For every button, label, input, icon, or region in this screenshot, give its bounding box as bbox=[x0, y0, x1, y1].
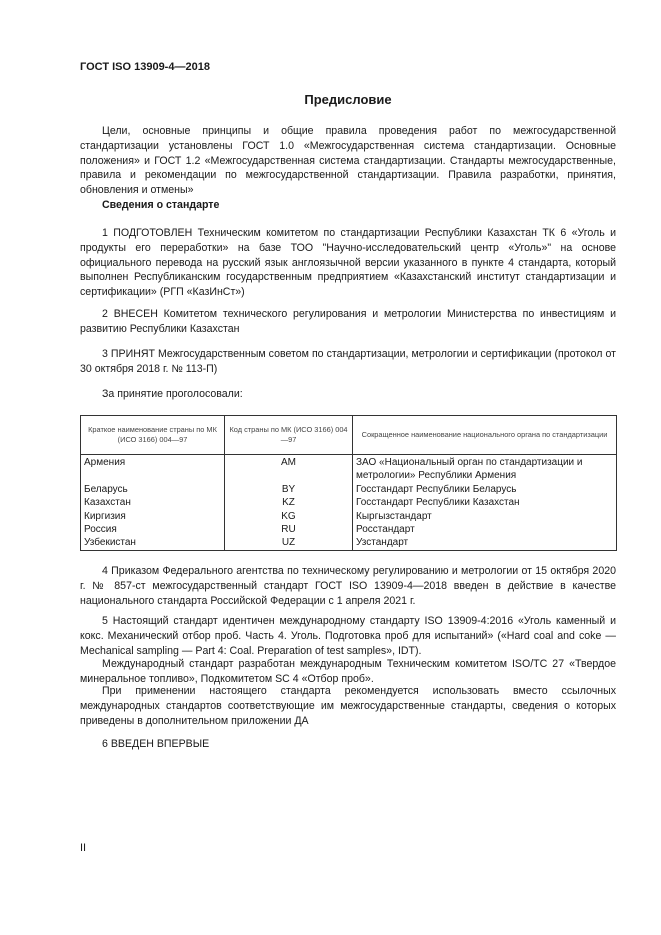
body-cell: Кыргызстандарт bbox=[353, 510, 617, 523]
intro-paragraph: Цели, основные принципы и общие правила проведения работ по межгосударственной стандартизации установлены ГОСТ 1.0 «Межгосударственная система стандартизации. Основные положения» и ГОСТ 1.2 «Межгосударственная система стандартизации. Стандарты межгосударственные, правила и рекомендации по межгосударственной стандартизации. Правила разработки, принятия, обновления и отмены» bbox=[80, 125, 616, 197]
column-header-code: Код страны по МК (ИСО 3166) 004—97 bbox=[225, 416, 353, 455]
body-cell: Госстандарт Республики Беларусь bbox=[353, 483, 617, 496]
body-cell: Росстандарт bbox=[353, 523, 617, 536]
item-6-paragraph: 6 ВВЕДЕН ВПЕРВЫЕ bbox=[102, 738, 210, 750]
item-1-paragraph: 1 ПОДГОТОВЛЕН Техническим комитетом по стандартизации Республики Казахстан ТК 6 «Уголь и продукты его переработки» на базе ТОО "Научно-исследовательский центр «Уголь»" на основе официального перевода на русский язык англоязычной версии указанного в пункте 4 стандарта, который выполнен Республиканским государственным предприятием «Казахстанский институт стандартизации и сертификации» (РГП «КазИнСт») bbox=[80, 227, 616, 299]
column-header-body: Сокращенное наименование национального органа по стандартизации bbox=[353, 416, 617, 455]
page-title: Предисловие bbox=[304, 92, 392, 107]
voting-states-table bbox=[80, 415, 617, 551]
body-cell: ЗАО «Национальный орган по стандартизации и метрологии» Республики Армения bbox=[353, 455, 617, 483]
code-cell: KG bbox=[225, 510, 353, 523]
document-id-header: ГОСТ ISO 13909-4—2018 bbox=[80, 61, 210, 73]
item-4-paragraph: 4 Приказом Федерального агентства по техническому регулированию и метрологии от 15 октября 2020 г. № 857-ст межгосударственный стандарт ГОСТ ISO 13909-4—2018 введен в действие в качестве национального стандарта Российской Федерации с 1 апреля 2021 г. bbox=[80, 565, 616, 607]
item-5-application-paragraph: При применении настоящего стандарта рекомендуется использовать вместо ссылочных международных стандартов соответствующие им межгосударственные стандарты, сведения о которых приведены в дополнительном приложении ДА bbox=[80, 685, 616, 727]
item-2-paragraph: 2 ВНЕСЕН Комитетом технического регулирования и метрологии Министерства по инвестициям и развитию Республики Казахстан bbox=[80, 308, 616, 335]
code-cell: RU bbox=[225, 523, 353, 536]
code-cell: AM bbox=[225, 455, 353, 483]
country-cell: Киргизия bbox=[81, 510, 225, 523]
table-row bbox=[81, 523, 617, 536]
standard-info-heading: Сведения о стандарте bbox=[102, 199, 220, 211]
country-cell: Беларусь bbox=[81, 483, 225, 496]
body-cell: Госстандарт Республики Казахстан bbox=[353, 496, 617, 509]
table-row bbox=[81, 455, 617, 483]
table-header-row bbox=[81, 416, 617, 455]
page-number: II bbox=[80, 842, 87, 854]
country-cell: Россия bbox=[81, 523, 225, 536]
code-cell: UZ bbox=[225, 536, 353, 550]
table-row bbox=[81, 483, 617, 496]
code-cell: KZ bbox=[225, 496, 353, 509]
item-5-paragraph: 5 Настоящий стандарт идентичен международному стандарту ISO 13909-4:2016 «Уголь каменный и кокс. Механический отбор проб. Часть 4. Уголь. Подготовка проб для испытаний» («Hard coal and coke — Mechanical sampling — Part 4: Coal. Preparation of test samples», IDT). bbox=[80, 615, 616, 657]
code-cell: BY bbox=[225, 483, 353, 496]
item-3-paragraph: 3 ПРИНЯТ Межгосударственным советом по стандартизации, метрологии и сертификации (протокол от 30 октября 2018 г. № 113-П) bbox=[80, 348, 616, 375]
votes-label: За принятие проголосовали: bbox=[102, 388, 243, 400]
column-header-country: Краткое наименование страны по МК (ИСО 3166) 004—97 bbox=[81, 416, 225, 455]
table-row bbox=[81, 496, 617, 509]
item-5-international-paragraph: Международный стандарт разработан международным Техническим комитетом ISO/TC 27 «Твердое минеральное топливо», Подкомитетом SC 4 «Отбор проб». bbox=[80, 658, 616, 685]
table-row bbox=[81, 536, 617, 550]
body-cell: Узстандарт bbox=[353, 536, 617, 550]
table-row bbox=[81, 510, 617, 523]
country-cell: Казахстан bbox=[81, 496, 225, 509]
country-cell: Армения bbox=[81, 455, 225, 483]
country-cell: Узбекистан bbox=[81, 536, 225, 550]
